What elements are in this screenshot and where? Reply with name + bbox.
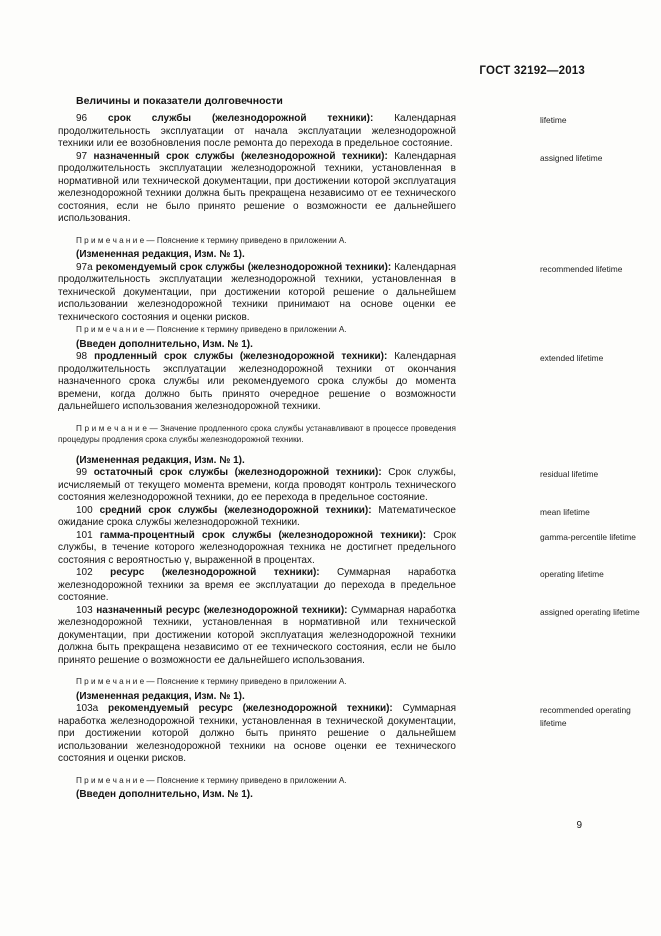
note: П р и м е ч а н и е — Пояснение к термину приведено в приложении А. bbox=[76, 677, 347, 686]
term-name: рекомендуемый ресурс (железнодорожной техники): bbox=[107, 703, 393, 714]
note: П р и м е ч а н и е — Значение продленного срока службы устанавливают в процессе проведения процедуры продления срока службы железнодорожной техники. bbox=[58, 423, 456, 444]
term-name: срок службы (железнодорожной техники): bbox=[108, 113, 374, 124]
term-definition: Суммарная наработка железнодорожной техники, установленная в нормативной или технической документации, при достижении которой эксплуатация железнодорожной техники должна быть прекращена независимо от ее технического состояния, если не было принято решение о возможности ее дальнейшего использования. bbox=[58, 604, 456, 666]
term-entry-96: 96 срок службы (железнодорожной техники): Календарная продолжительность эксплуатации от начала эксплуатации железнодорожной техники или ее возобновления после ремонта до перехода в предельное состояние. lifetime bbox=[58, 113, 658, 151]
term-entry-99: 99 остаточный срок службы (железнодорожной техники): Срок службы, исчисляемый от текущего момента времени, когда проводят контроль технического состояния железнодорожной техники, до ее перехода в предельное состояние. residual lifetime bbox=[58, 467, 658, 505]
term-definition: Суммарная наработка железнодорожной техники за время ее эксплуатации до перехода в предельное состояние. bbox=[58, 567, 456, 603]
term-definition: Срок службы, в течение которого железнодорожная техника не достигнет предельного состояния с вероятностью γ, выраженной в процентах. bbox=[58, 529, 457, 566]
term-entry-97a: 97а рекомендуемый срок службы (железнодорожной техники): Календарная продолжительность эксплуатации железнодорожной техники, установленная в технической документации, при достижении которой решение о дальнейшем использовании железнодорожной техники принимают на основе оценки ее технического состояния и оценки рисков. recommended lifetime bbox=[58, 262, 658, 325]
term-entry-100: 100 средний срок службы (железнодорожной техники): Математическое ожидание срока службы железнодорожной техники. mean lifetime bbox=[58, 505, 658, 530]
term-definition: Суммарная наработка железнодорожной техники, установленная в технической документации, при достижении которой должно быть принято решение о дальнейшем использовании железнодорожной техники на основе оценки ее технического состояния и оценки рисков. bbox=[58, 703, 456, 764]
note: П р и м е ч а н и е — Пояснение к термину приведено в приложении А. bbox=[76, 325, 347, 334]
term-english: assigned lifetime bbox=[540, 152, 603, 163]
terms-list bbox=[58, 113, 658, 802]
term-english: operating lifetime bbox=[540, 569, 604, 579]
term-name: назначенный срок службы (железнодорожной техники): bbox=[93, 150, 388, 162]
term-english: extended lifetime bbox=[540, 353, 604, 363]
term-definition: Календарная продолжительность эксплуатации железнодорожной техники от окончания назначенного срока службы или рекомендуемого срока службы до момента времени, когда должно быть принято очередное решение о возможности дальнейшего использования железнодорожной техники. bbox=[58, 351, 456, 412]
document-code: ГОСТ 32192—2013 bbox=[479, 65, 585, 77]
term-name: остаточный срок службы (железнодорожной техники): bbox=[93, 467, 382, 478]
term-name: продленный срок службы (железнодорожной техники): bbox=[94, 351, 388, 362]
note: П р и м е ч а н и е — Пояснение к термину приведено в приложении А. bbox=[76, 775, 347, 785]
term-definition: Математическое ожидание срока службы железнодорожной техники. bbox=[58, 504, 456, 528]
term-entry-98: 98 продленный срок службы (железнодорожной техники): Календарная продолжительность эксплуатации железнодорожной техники от окончания назначенного срока службы или рекомендуемого срока службы до момента времени, когда должно быть принято очередное решение о возможности дальнейшего использования железнодорожной техники. extended lifetime bbox=[58, 351, 658, 414]
term-entry-101: 101 гамма-процентный срок службы (железнодорожной техники): Срок службы, в течение которого железнодорожная техника не достигнет предельного состояния с вероятностью γ, выраженной в процентах. gamma-percentile lifetime bbox=[58, 530, 658, 568]
term-entry-97: 97 назначенный срок службы (железнодорожной техники): Календарная продолжительность эксплуатации железнодорожной техники, установленная в нормативной или технической документации, при достижении которой эксплуатация железнодорожной техники должна быть прекращена независимо от ее технического состояния, если не было принято решение о возможности ее дальнейшего использования. assigned lifetime bbox=[58, 151, 658, 226]
term-english: recommended operating lifetime bbox=[540, 705, 631, 728]
section-title: Величины и показатели долговечности bbox=[76, 95, 283, 107]
term-entry-102: 102 ресурс (железнодорожной техники): Суммарная наработка железнодорожной техники за время ее эксплуатации до перехода в предельное состояние. operating lifetime bbox=[58, 567, 658, 605]
editorial-note: (Измененная редакция, Изм. № 1). bbox=[76, 690, 245, 702]
term-english: residual lifetime bbox=[540, 469, 599, 479]
editorial-note: (Введен дополнительно, Изм. № 1). bbox=[76, 789, 253, 800]
term-english: recommended lifetime bbox=[540, 263, 623, 274]
term-name: средний срок службы (железнодорожной техники): bbox=[99, 504, 372, 516]
term-entry-103a: 103а рекомендуемый ресурс (железнодорожной техники): Суммарная наработка железнодорожной техники, установленная в технической документации, при достижении которой должно быть принято решение о дальнейшем использовании железнодорожной техники на основе оценки ее технического состояния и оценки рисков. recommended operating lifetime bbox=[58, 703, 658, 766]
term-definition: Календарная продолжительность эксплуатации железнодорожной техники, установленная в нормативной или технической документации, при достижении которой эксплуатация железнодорожной техники должна быть прекращена независимо от ее технического состояния, если не было принято решение о возможности ее дальнейшего использования. bbox=[58, 150, 456, 224]
term-name: назначенный ресурс (железнодорожной техники): bbox=[96, 604, 348, 616]
term-definition: Календарная продолжительность эксплуатации от начала эксплуатации железнодорожной техники или ее возобновления после ремонта до перехода в предельное состояние. bbox=[58, 113, 456, 149]
term-name: рекомендуемый срок службы (железнодорожной техники): bbox=[95, 261, 392, 273]
editorial-note: (Измененная редакция, Изм. № 1). bbox=[76, 249, 245, 260]
term-name: ресурс (железнодорожной техники): bbox=[110, 567, 320, 578]
term-english: mean lifetime bbox=[540, 506, 590, 517]
note: П р и м е ч а н и е — Пояснение к термину приведено в приложении А. bbox=[76, 235, 347, 245]
editorial-note: (Введен дополнительно, Изм. № 1). bbox=[76, 338, 253, 350]
term-definition: Календарная продолжительность эксплуатации железнодорожной техники, установленная в технической документации, при достижении которой решение о дальнейшем использовании железнодорожной техники принимают на основе оценки ее технического состояния и оценки рисков. bbox=[58, 261, 456, 323]
term-english: gamma-percentile lifetime bbox=[540, 531, 636, 542]
editorial-note: (Измененная редакция, Изм. № 1). bbox=[76, 454, 245, 466]
term-name: гамма-процентный срок службы (железнодорожной техники): bbox=[99, 529, 427, 541]
term-english: assigned operating lifetime bbox=[540, 606, 640, 617]
page-number: 9 bbox=[576, 820, 582, 831]
term-entry-103: 103 назначенный ресурс (железнодорожной техники): Суммарная наработка железнодорожной техники, установленная в нормативной или технической документации, при достижении которой эксплуатация железнодорожной техники должна быть прекращена независимо от ее технического состояния, если не было принято решение о возможности ее дальнейшего использования. assigned operating lifetime bbox=[58, 605, 658, 668]
term-definition: Срок службы, исчисляемый от текущего момента времени, когда проводят контроль технического состояния железнодорожной техники, до ее перехода в предельное состояние. bbox=[58, 467, 456, 503]
term-english: lifetime bbox=[540, 115, 567, 125]
